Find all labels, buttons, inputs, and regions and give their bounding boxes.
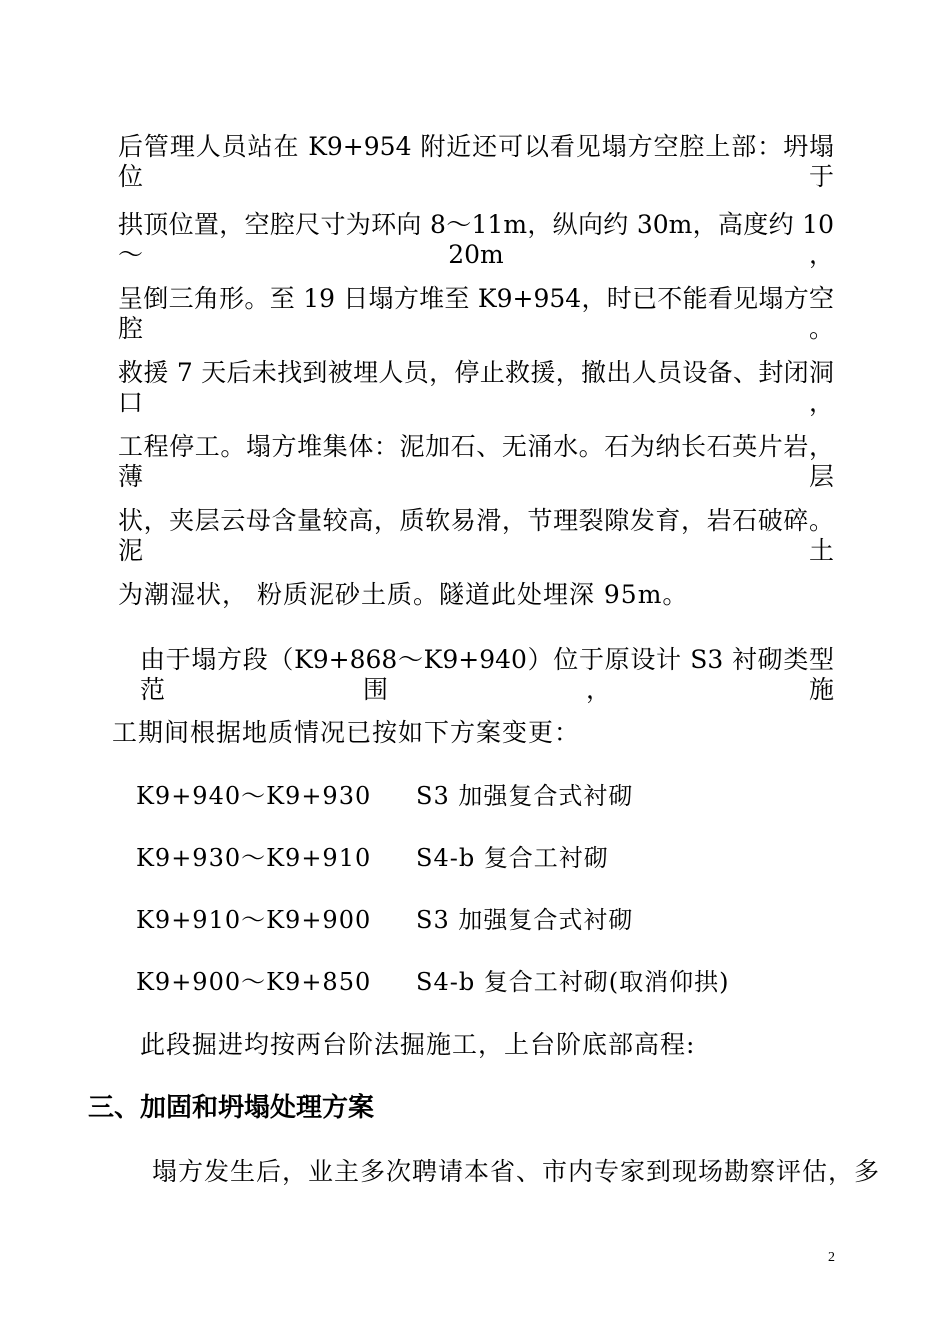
segment-range: K9+910～K9+900 <box>136 906 372 934</box>
segment-type: S3 加强复合式衬砌 <box>416 906 634 934</box>
body-text-line: 拱顶位置，空腔尺寸为环向 8～11m，纵向约 30m，高度约 10～20m， <box>118 210 834 269</box>
body-text-line: 呈倒三角形。至 19 日塌方堆至 K9+954，时已不能看见塌方空腔。 <box>118 284 834 343</box>
body-text-line: 救援 7 天后未找到被埋人员，停止救援，撤出人员设备、封闭洞口， <box>118 358 834 417</box>
segment-type: S4-b 复合工衬砌(取消仰拱) <box>416 968 730 996</box>
segment-type: S3 加强复合式衬砌 <box>416 782 634 810</box>
body-text-line: 状，夹层云母含量较高，质软易滑，节理裂隙发育，岩石破碎。泥土 <box>118 506 834 565</box>
body-text-line: 塌方发生后，业主多次聘请本省、市内专家到现场勘察评估，多 <box>152 1157 881 1186</box>
page-number: 2 <box>828 1250 835 1265</box>
segment-type: S4-b 复合工衬砌 <box>416 844 609 872</box>
body-text-line: 由于塌方段（K9+868～K9+940）位于原设计 S3 衬砌类型范围，施 <box>140 645 834 704</box>
body-text-line: 此段掘进均按两台阶法掘施工，上台阶底部高程: <box>140 1030 696 1059</box>
body-text-line: 工程停工。塌方堆集体：泥加石、无涌水。石为纳长石英片岩，薄层 <box>118 432 834 491</box>
body-text-line: 为潮湿状， 粉质泥砂土质。隧道此处埋深 95m。 <box>118 580 689 609</box>
section-heading: 三、加固和坍塌处理方案 <box>88 1093 375 1123</box>
body-text-line: 后管理人员站在 K9+954 附近还可以看见塌方空腔上部：坍塌位于 <box>118 132 834 191</box>
body-text-line: 工期间根据地质情况已按如下方案变更： <box>112 718 581 747</box>
segment-range: K9+900～K9+850 <box>136 968 372 996</box>
segment-range: K9+940～K9+930 <box>136 782 372 810</box>
segment-range: K9+930～K9+910 <box>136 844 372 872</box>
